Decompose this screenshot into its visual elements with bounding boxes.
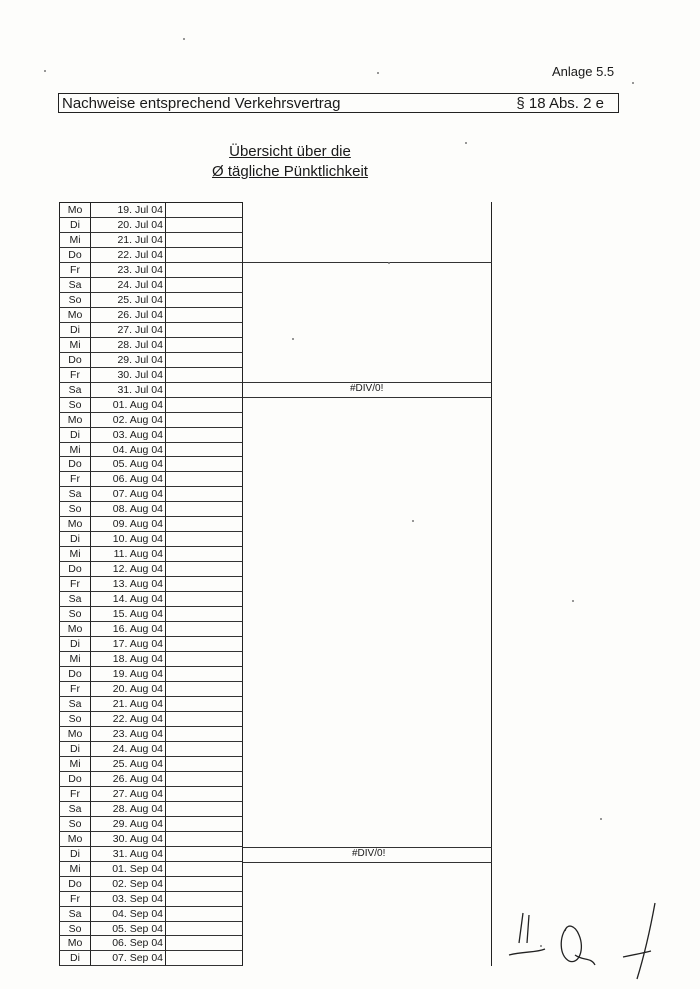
weekday-cell: Mo [59,622,90,637]
weekday-cell: So [59,712,90,727]
value-cell [166,233,243,248]
title-line-1: Übersicht über die [229,143,351,160]
date-cell: 04. Sep 04 [90,907,166,922]
date-cell: 08. Aug 04 [90,502,166,517]
page-title [150,142,430,182]
value-cell [166,428,243,443]
weekday-cell: Mo [59,517,90,532]
value-cell [166,787,243,802]
date-cell: 28. Aug 04 [90,802,166,817]
weekday-cell: Mo [59,936,90,951]
table-row [59,712,243,727]
table-row [59,517,243,532]
header-box [58,93,619,113]
weekday-cell: Mi [59,443,90,458]
scan-speck [465,142,467,144]
table-row [59,293,243,308]
date-cell: 05. Aug 04 [90,457,166,472]
table-row [59,697,243,712]
date-cell: 10. Aug 04 [90,532,166,547]
weekday-cell: So [59,922,90,937]
table-row [59,757,243,772]
table-row [59,802,243,817]
weekday-cell: Fr [59,787,90,802]
date-cell: 23. Jul 04 [90,263,166,278]
weekday-cell: Fr [59,472,90,487]
date-cell: 20. Aug 04 [90,682,166,697]
weekday-cell: Mo [59,413,90,428]
table-row [59,847,243,862]
value-cell [166,742,243,757]
weekday-cell: Mi [59,233,90,248]
weekday-cell: Do [59,667,90,682]
table-row [59,547,243,562]
scan-speck [412,520,414,522]
weekday-cell: Fr [59,682,90,697]
weekday-cell: Mi [59,547,90,562]
separator-line [243,862,492,863]
weekday-cell: Mo [59,203,90,218]
value-cell [166,682,243,697]
month-result-august: #DIV/0! [352,848,386,859]
date-cell: 21. Jul 04 [90,233,166,248]
value-cell [166,802,243,817]
header-paragraph-ref: § 18 Abs. 2 e [516,95,604,112]
table-row [59,592,243,607]
value-cell [166,637,243,652]
date-cell: 28. Jul 04 [90,338,166,353]
table-row [59,682,243,697]
value-cell [166,368,243,383]
date-cell: 24. Aug 04 [90,742,166,757]
date-cell: 07. Sep 04 [90,951,166,966]
weekday-cell: Mi [59,652,90,667]
table-row [59,577,243,592]
value-cell [166,817,243,832]
date-cell: 06. Sep 04 [90,936,166,951]
value-cell [166,547,243,562]
table-row [59,233,243,248]
value-cell [166,308,243,323]
date-cell: 22. Jul 04 [90,248,166,263]
weekday-cell: Mi [59,338,90,353]
date-cell: 29. Aug 04 [90,817,166,832]
weekday-cell: Sa [59,697,90,712]
scan-speck [292,338,294,340]
weekday-cell: Mi [59,862,90,877]
month-result-july: #DIV/0! [350,383,384,394]
date-cell: 25. Jul 04 [90,293,166,308]
weekday-cell: Di [59,951,90,966]
date-cell: 15. Aug 04 [90,607,166,622]
table-row [59,637,243,652]
weekday-cell: Fr [59,263,90,278]
table-row [59,936,243,951]
date-cell: 16. Aug 04 [90,622,166,637]
right-column-border [491,202,492,966]
date-cell: 17. Aug 04 [90,637,166,652]
value-cell [166,457,243,472]
table-row [59,622,243,637]
value-cell [166,502,243,517]
date-cell: 13. Aug 04 [90,577,166,592]
weekday-cell: So [59,293,90,308]
value-cell [166,652,243,667]
value-cell [166,622,243,637]
value-cell [166,577,243,592]
date-cell: 26. Jul 04 [90,308,166,323]
table-row [59,787,243,802]
table-row [59,742,243,757]
value-cell [166,293,243,308]
table-row [59,951,243,966]
date-cell: 09. Aug 04 [90,517,166,532]
table-row [59,338,243,353]
date-cell: 19. Jul 04 [90,203,166,218]
table-row [59,413,243,428]
scan-speck [600,818,602,820]
date-cell: 24. Jul 04 [90,278,166,293]
weekday-cell: Di [59,742,90,757]
weekday-cell: Mo [59,727,90,742]
separator-line [243,262,492,263]
scan-speck [540,945,542,947]
weekday-cell: So [59,502,90,517]
header-title: Nachweise entsprechend Verkehrsvertrag [62,95,341,112]
weekday-cell: Mo [59,832,90,847]
table-row [59,772,243,787]
date-cell: 12. Aug 04 [90,562,166,577]
weekday-cell: Mi [59,757,90,772]
table-row [59,877,243,892]
date-cell: 29. Jul 04 [90,353,166,368]
value-cell [166,667,243,682]
weekday-cell: So [59,817,90,832]
title-line-2: Ø tägliche Pünktlichkeit [212,163,368,180]
table-row [59,428,243,443]
table-row [59,323,243,338]
value-cell [166,712,243,727]
date-cell: 03. Aug 04 [90,428,166,443]
value-cell [166,263,243,278]
table-row [59,487,243,502]
table-row [59,457,243,472]
date-cell: 01. Aug 04 [90,398,166,413]
date-cell: 11. Aug 04 [90,547,166,562]
weekday-cell: Sa [59,383,90,398]
value-cell [166,278,243,293]
value-cell [166,517,243,532]
table-row [59,218,243,233]
value-cell [166,248,243,263]
weekday-cell: Sa [59,592,90,607]
value-cell [166,383,243,398]
table-row [59,278,243,293]
date-cell: 26. Aug 04 [90,772,166,787]
scan-speck [388,262,390,264]
date-cell: 01. Sep 04 [90,862,166,877]
value-cell [166,907,243,922]
table-row [59,667,243,682]
date-cell: 30. Aug 04 [90,832,166,847]
value-cell [166,862,243,877]
date-cell: 30. Jul 04 [90,368,166,383]
date-cell: 25. Aug 04 [90,757,166,772]
weekday-cell: Mo [59,308,90,323]
value-cell [166,413,243,428]
weekday-cell: Do [59,877,90,892]
table-row [59,398,243,413]
table-row [59,368,243,383]
weekday-cell: Do [59,457,90,472]
value-cell [166,398,243,413]
weekday-cell: Di [59,218,90,233]
date-cell: 14. Aug 04 [90,592,166,607]
handwritten-signature-icon [505,895,675,985]
scan-speck [377,72,379,74]
value-cell [166,757,243,772]
weekday-cell: Di [59,323,90,338]
date-cell: 05. Sep 04 [90,922,166,937]
value-cell [166,951,243,966]
weekday-cell: Do [59,772,90,787]
table-row [59,532,243,547]
value-cell [166,218,243,233]
date-cell: 27. Aug 04 [90,787,166,802]
value-cell [166,353,243,368]
table-row [59,862,243,877]
weekday-cell: Di [59,637,90,652]
date-cell: 21. Aug 04 [90,697,166,712]
weekday-cell: Sa [59,802,90,817]
table-row [59,817,243,832]
date-cell: 31. Jul 04 [90,383,166,398]
scan-speck [183,38,185,40]
value-cell [166,592,243,607]
table-row [59,308,243,323]
date-cell: 18. Aug 04 [90,652,166,667]
date-cell: 22. Aug 04 [90,712,166,727]
table-row [59,832,243,847]
weekday-cell: Do [59,248,90,263]
weekday-cell: Do [59,562,90,577]
weekday-cell: Di [59,532,90,547]
value-cell [166,772,243,787]
value-cell [166,532,243,547]
value-cell [166,472,243,487]
date-cell: 31. Aug 04 [90,847,166,862]
date-cell: 19. Aug 04 [90,667,166,682]
table-row [59,502,243,517]
value-cell [166,562,243,577]
value-cell [166,697,243,712]
value-cell [166,338,243,353]
weekday-cell: So [59,607,90,622]
weekday-cell: So [59,398,90,413]
value-cell [166,487,243,502]
table-row [59,203,243,218]
date-cell: 27. Jul 04 [90,323,166,338]
value-cell [166,323,243,338]
date-cell: 02. Aug 04 [90,413,166,428]
date-cell: 07. Aug 04 [90,487,166,502]
date-cell: 20. Jul 04 [90,218,166,233]
annex-label: Anlage 5.5 [552,64,615,79]
table-row [59,922,243,937]
date-cell: 06. Aug 04 [90,472,166,487]
weekday-cell: Sa [59,487,90,502]
weekday-cell: Di [59,428,90,443]
weekday-cell: Fr [59,892,90,907]
table-row [59,472,243,487]
table-row [59,652,243,667]
weekday-cell: Do [59,353,90,368]
value-cell [166,892,243,907]
daily-punctuality-table [59,202,243,966]
value-cell [166,727,243,742]
date-cell: 04. Aug 04 [90,443,166,458]
value-cell [166,443,243,458]
value-cell [166,203,243,218]
weekday-cell: Di [59,847,90,862]
table-row [59,892,243,907]
table-row [59,907,243,922]
scan-speck [632,82,634,84]
value-cell [166,832,243,847]
weekday-cell: Fr [59,577,90,592]
table-row [59,607,243,622]
value-cell [166,847,243,862]
value-cell [166,922,243,937]
weekday-cell: Sa [59,907,90,922]
value-cell [166,607,243,622]
table-row [59,562,243,577]
weekday-cell: Fr [59,368,90,383]
date-cell: 03. Sep 04 [90,892,166,907]
scan-speck [572,600,574,602]
scan-speck [44,70,46,72]
weekday-cell: Sa [59,278,90,293]
separator-line [243,397,492,398]
table-row [59,248,243,263]
date-cell: 02. Sep 04 [90,877,166,892]
table-row [59,353,243,368]
table-row [59,443,243,458]
date-cell: 23. Aug 04 [90,727,166,742]
value-cell [166,877,243,892]
table-row [59,383,243,398]
value-cell [166,936,243,951]
table-row [59,263,243,278]
table-row [59,727,243,742]
